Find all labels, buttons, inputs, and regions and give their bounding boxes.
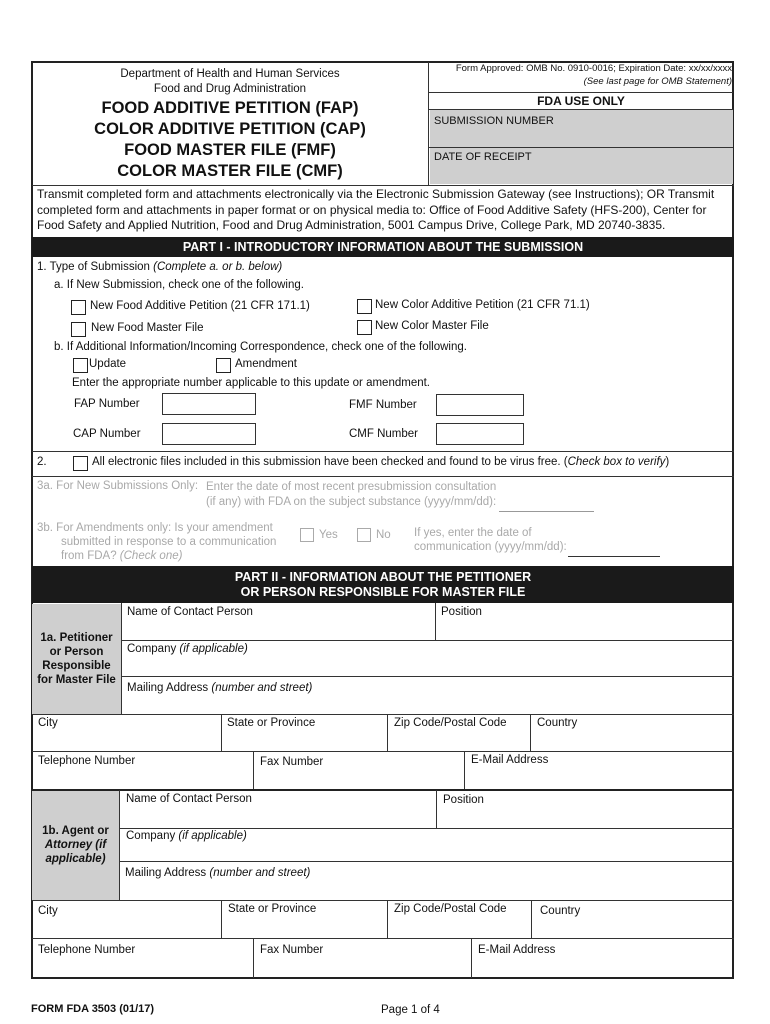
omb-approval: Form Approved: OMB No. 0910-0016; Expiration Date: xx/xx/xxxx xyxy=(455,63,732,74)
divider xyxy=(435,603,436,640)
company-text: Company xyxy=(127,643,180,655)
transmit-instructions-2: completed form and attachments in paper format or on physical media to: Office of Food Additive Safety (HFS-200), Center for xyxy=(37,203,707,217)
agent-zip-label: Zip Code/Postal Code xyxy=(394,903,507,915)
q1-text: 1. Type of Submission xyxy=(37,261,154,273)
q2-text: All electronic files included in this submission have been checked and found to be virus free. ( xyxy=(92,456,568,468)
divider xyxy=(119,861,734,862)
divider xyxy=(121,640,734,641)
if-yes-line-2: communication (yyyy/mm/dd): xyxy=(414,541,567,553)
form-title-cmf: COLOR MASTER FILE (CMF) xyxy=(117,162,343,180)
divider xyxy=(253,938,254,978)
department-line: Department of Health and Human Services xyxy=(120,68,340,80)
q2-number: 2. xyxy=(37,456,47,468)
agent-company-label xyxy=(126,830,247,842)
omb-statement-note: (See last page for OMB Statement) xyxy=(583,76,732,87)
fap-number-label: FAP Number xyxy=(74,398,140,410)
fax-label: Fax Number xyxy=(260,756,324,768)
petitioner-label xyxy=(32,631,121,687)
fap-number-input[interactable] xyxy=(162,393,256,415)
agent-telephone-label: Telephone Number xyxy=(38,944,136,956)
yes-checkbox[interactable] xyxy=(300,528,314,542)
q3a-label: 3a. For New Submissions Only: xyxy=(37,480,199,492)
new-fmf-checkbox[interactable] xyxy=(71,322,86,337)
header-divider xyxy=(428,62,429,185)
q3b-line-2: submitted in response to a communication xyxy=(61,536,277,548)
agent-position-label: Position xyxy=(443,794,484,806)
agent-contact-person-label: Name of Contact Person xyxy=(126,793,252,805)
agent-label-2 xyxy=(32,838,119,852)
divider xyxy=(253,751,254,789)
company-note: (if applicable) xyxy=(179,643,248,655)
q3b-text: from FDA? xyxy=(61,550,120,562)
no-label: No xyxy=(376,529,391,541)
petitioner-label-4: for Master File xyxy=(37,674,116,686)
form-title-cap: COLOR ADDITIVE PETITION (CAP) xyxy=(94,120,366,138)
position-label: Position xyxy=(441,606,482,618)
zip-label: Zip Code/Postal Code xyxy=(394,717,507,729)
enter-number-instruction: Enter the appropriate number applicable to this update or amendment. xyxy=(72,377,430,389)
agent-label-1: 1b. Agent or xyxy=(42,825,109,837)
petitioner-label-2: or Person xyxy=(49,646,104,658)
form-title-fmf: FOOD MASTER FILE (FMF) xyxy=(124,141,336,159)
q3a-text-2: (if any) with FDA on the subject substance (yyyy/mm/dd): xyxy=(206,496,497,508)
part2-heading-line1: PART II - INFORMATION ABOUT THE PETITIONER xyxy=(234,570,532,584)
divider xyxy=(436,790,437,828)
contact-person-label: Name of Contact Person xyxy=(127,606,253,618)
email-label: E-Mail Address xyxy=(471,754,549,766)
agent-company-note: (if applicable) xyxy=(178,830,247,842)
agent-city-label: City xyxy=(38,905,58,917)
company-label xyxy=(127,643,248,655)
part2-heading xyxy=(32,566,734,603)
cmf-number-input[interactable] xyxy=(436,423,524,445)
agent-email-label: E-Mail Address xyxy=(478,944,556,956)
state-label: State or Province xyxy=(227,717,316,729)
divider xyxy=(32,451,734,452)
divider xyxy=(32,900,734,901)
q3a-date-line[interactable] xyxy=(499,511,594,512)
amendment-label: Amendment xyxy=(235,358,298,370)
cmf-number-label: CMF Number xyxy=(349,428,419,440)
part2-heading-line2: OR PERSON RESPONSIBLE FOR MASTER FILE xyxy=(240,585,526,599)
divider xyxy=(429,92,733,93)
submission-number-label: SUBMISSION NUMBER xyxy=(434,115,554,127)
mailing-text: Mailing Address xyxy=(127,682,212,694)
yes-label: Yes xyxy=(319,529,338,541)
mailing-address-label xyxy=(127,682,312,694)
q1-note: (Complete a. or b. below) xyxy=(153,261,283,273)
q3a-text-1: Enter the date of most recent presubmission consultation xyxy=(206,481,497,493)
divider xyxy=(387,900,388,938)
date-of-receipt-label: DATE OF RECEIPT xyxy=(434,151,532,163)
virus-free-checkbox[interactable] xyxy=(73,456,88,471)
q3b-note: (Check one) xyxy=(119,550,183,562)
agent-company-text: Company xyxy=(126,830,179,842)
no-checkbox[interactable] xyxy=(357,528,371,542)
divider xyxy=(464,751,465,789)
agent-mailing-text: Mailing Address xyxy=(125,867,210,879)
petitioner-label-3: Responsible xyxy=(42,660,111,672)
divider xyxy=(387,714,388,751)
agent-state-label: State or Province xyxy=(228,903,317,915)
q1b-label: b. If Additional Information/Incoming Correspondence, check one of the following. xyxy=(54,341,467,353)
divider xyxy=(530,714,531,751)
fmf-number-input[interactable] xyxy=(436,394,524,416)
update-label: Update xyxy=(89,358,127,370)
city-label: City xyxy=(38,717,58,729)
cap-number-label: CAP Number xyxy=(73,428,141,440)
new-fap-checkbox[interactable] xyxy=(71,300,86,315)
q3b-date-line[interactable] xyxy=(568,556,660,557)
agent-label-2-text: Attorney (if xyxy=(44,839,107,851)
page-number: Page 1 of 4 xyxy=(381,1004,440,1016)
agent-mailing-address-label xyxy=(125,867,310,879)
country-label: Country xyxy=(537,717,578,729)
fmf-number-label: FMF Number xyxy=(349,399,417,411)
divider xyxy=(32,751,734,752)
cap-number-input[interactable] xyxy=(162,423,256,445)
update-checkbox[interactable] xyxy=(73,358,88,373)
divider xyxy=(471,938,472,978)
divider xyxy=(121,603,122,714)
q2-end: ) xyxy=(665,456,670,468)
divider xyxy=(221,714,222,751)
new-cap-checkbox[interactable] xyxy=(357,299,372,314)
new-fmf-label: New Food Master File xyxy=(91,322,204,334)
virus-free-statement xyxy=(92,456,669,468)
agent-label-3: applicable) xyxy=(45,853,106,865)
new-cap-label: New Color Additive Petition (21 CFR 71.1) xyxy=(375,299,590,311)
q1-type-of-submission xyxy=(37,261,282,273)
q3b-line-3 xyxy=(61,550,182,562)
divider xyxy=(32,714,734,715)
transmit-instructions-1: Transmit completed form and attachments electronically via the Electronic Submission Gateway (see Instructions); OR Transmit xyxy=(37,187,715,201)
agency-line: Food and Drug Administration xyxy=(153,83,307,95)
form-id: FORM FDA 3503 (01/17) xyxy=(31,1003,155,1015)
divider xyxy=(429,109,733,110)
petitioner-label-1: 1a. Petitioner xyxy=(40,632,113,644)
transmit-instructions-3: Food Safety and Applied Nutrition, Food and Drug Administration, 5001 Campus Drive, College Park, MD 20740-3835. xyxy=(37,218,666,232)
new-cmf-checkbox[interactable] xyxy=(357,320,372,335)
divider xyxy=(32,938,734,939)
agent-country-label: Country xyxy=(540,905,581,917)
fda-use-only: FDA USE ONLY xyxy=(537,94,625,108)
if-yes-line-1: If yes, enter the date of xyxy=(414,527,532,539)
divider xyxy=(119,790,120,900)
amendment-checkbox[interactable] xyxy=(216,358,231,373)
form-title-fap: FOOD ADDITIVE PETITION (FAP) xyxy=(101,99,359,117)
agent-label xyxy=(32,824,119,866)
divider xyxy=(531,900,532,938)
q1a-label: a. If New Submission, check one of the following. xyxy=(54,279,304,291)
divider xyxy=(221,900,222,938)
divider xyxy=(119,828,734,829)
agent-fax-label: Fax Number xyxy=(260,944,324,956)
new-cmf-label: New Color Master File xyxy=(375,320,489,332)
q2-note: Check box to verify xyxy=(567,456,666,468)
agent-mailing-note: (number and street) xyxy=(209,867,311,879)
mailing-note: (number and street) xyxy=(211,682,313,694)
new-fap-label: New Food Additive Petition (21 CFR 171.1) xyxy=(90,300,310,312)
telephone-label: Telephone Number xyxy=(38,755,136,767)
q3b-line-1: 3b. For Amendments only: Is your amendment xyxy=(37,522,273,534)
divider xyxy=(32,789,734,791)
divider xyxy=(32,476,734,477)
part1-heading: PART I - INTRODUCTORY INFORMATION ABOUT THE SUBMISSION xyxy=(32,237,734,257)
divider xyxy=(32,185,734,186)
divider xyxy=(121,676,734,677)
